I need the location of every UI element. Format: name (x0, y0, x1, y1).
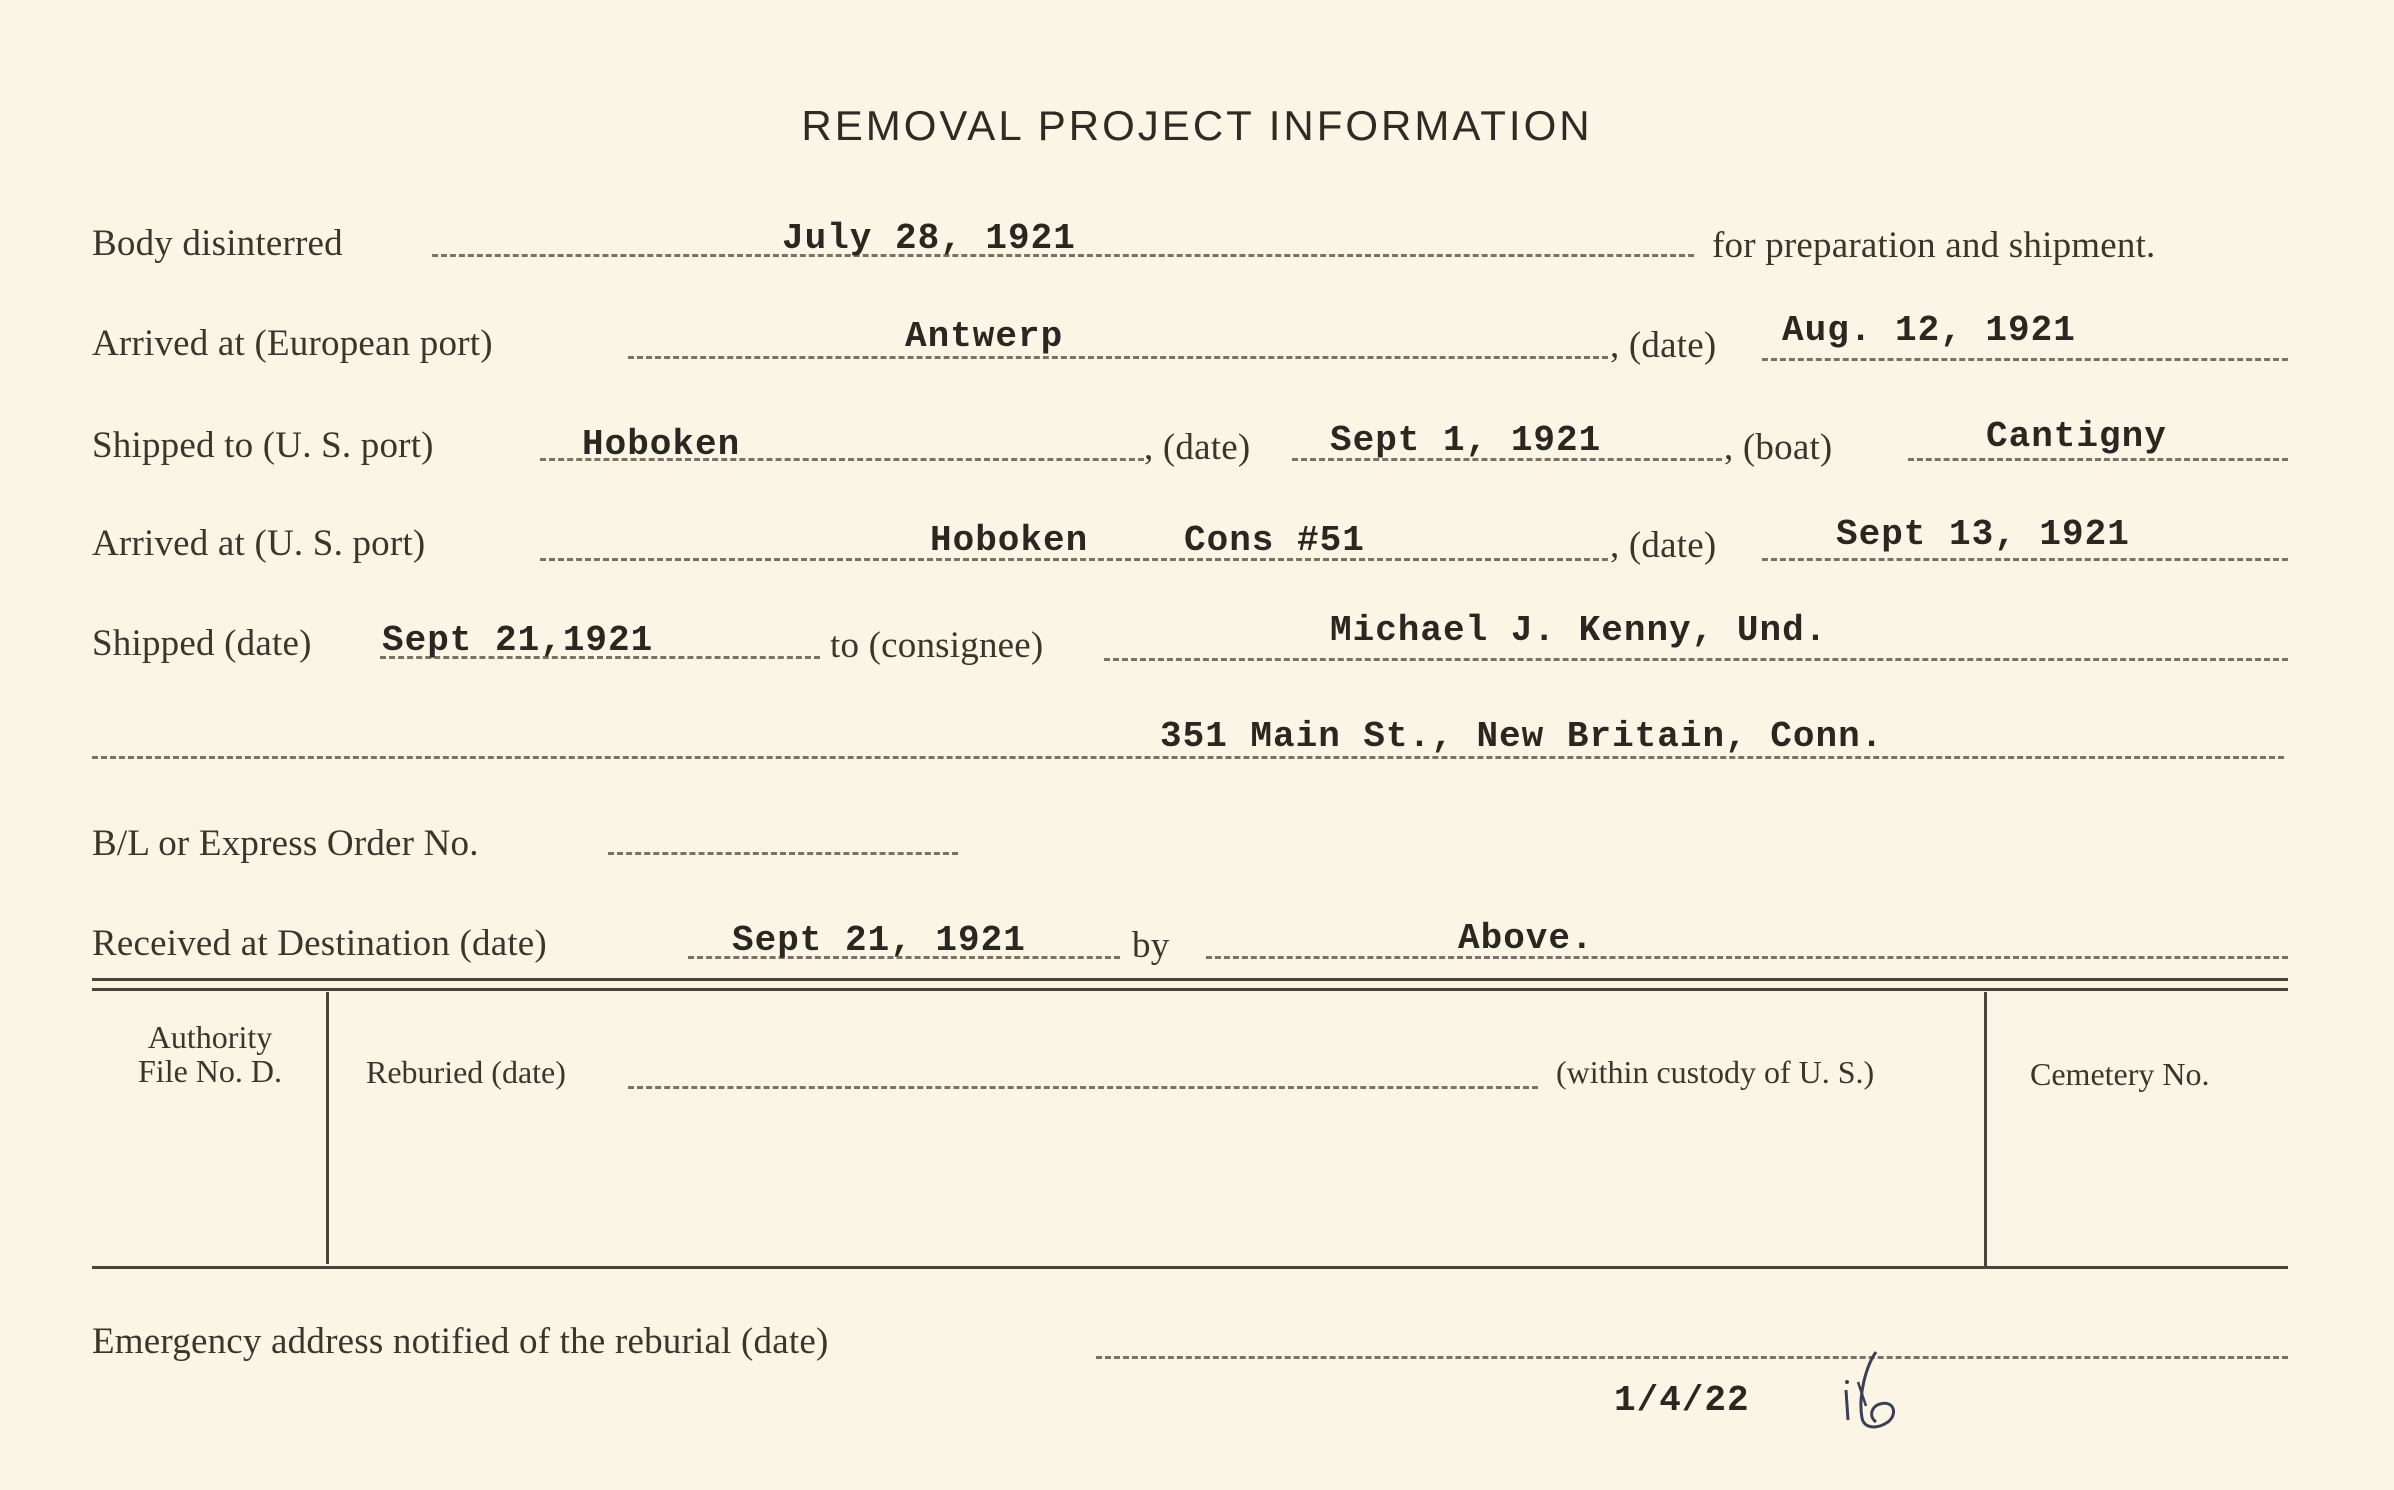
shipped-date-label: Shipped (date) (92, 623, 312, 664)
arrived-us-label: Arrived at (U. S. port) (92, 523, 426, 564)
arrived-european-line (628, 356, 1608, 359)
arrived-us-date-label: , (date) (1610, 525, 1717, 566)
bl-order-label: B/L or Express Order No. (92, 823, 479, 864)
handwritten-initials-icon (1836, 1346, 1906, 1436)
card-title-text: REMOVAL PROJECT INFORMATION (801, 102, 1593, 149)
received-by-line (1206, 956, 2288, 959)
consignee-label: to (consignee) (830, 625, 1044, 666)
box-top-rule-1 (92, 978, 2288, 981)
arrived-european-label: Arrived at (European port) (92, 323, 493, 364)
bl-order-line (608, 852, 958, 855)
card-title (0, 102, 2394, 150)
arrived-european-date-line (1762, 358, 2288, 361)
body-disinterred-label: Body disinterred (92, 223, 343, 264)
shipped-us-boat: Cantigny (1986, 416, 2167, 457)
custody-label: (within custody of U. S.) (1556, 1054, 1875, 1090)
box-divider-left (326, 992, 329, 1264)
arrived-us-date: Sept 13, 1921 (1836, 514, 2130, 555)
reburied-line (628, 1086, 1538, 1089)
authority-label (100, 1020, 320, 1088)
body-disinterred-value: July 28, 1921 (782, 218, 1076, 259)
emergency-date: 1/4/22 (1614, 1380, 1750, 1421)
box-divider-right (1984, 992, 1987, 1266)
emergency-label: Emergency address notified of the reburial (date) (92, 1321, 829, 1362)
received-by: Above. (1458, 918, 1594, 959)
arrived-us-port: Hoboken (930, 520, 1089, 561)
consignee-address: 351 Main St., New Britain, Conn. (1160, 716, 1884, 757)
arrived-us-cons: Cons #51 (1184, 520, 1365, 561)
box-bottom-rule (92, 1266, 2288, 1269)
arrived-european-date: Aug. 12, 1921 (1782, 310, 2076, 351)
emergency-line (1096, 1356, 2288, 1359)
shipped-date-value: Sept 21,1921 (382, 620, 654, 661)
received-date: Sept 21, 1921 (732, 920, 1026, 961)
consignee-line (1104, 658, 2288, 661)
arrived-european-date-label: , (date) (1610, 325, 1717, 366)
shipped-us-date-label: , (date) (1144, 427, 1251, 468)
shipped-us-label: Shipped to (U. S. port) (92, 425, 434, 466)
consignee-value: Michael J. Kenny, Und. (1330, 610, 1828, 651)
shipped-us-date: Sept 1, 1921 (1330, 420, 1602, 461)
received-by-label: by (1132, 925, 1170, 966)
arrived-us-date-line (1762, 558, 2288, 561)
received-label: Received at Destination (date) (92, 923, 547, 964)
arrived-european-port: Antwerp (905, 316, 1064, 357)
shipped-us-boat-label: , (boat) (1724, 427, 1833, 468)
reburied-label: Reburied (date) (366, 1054, 566, 1090)
shipped-us-port: Hoboken (582, 424, 741, 465)
cemetery-label: Cemetery No. (2030, 1056, 2210, 1092)
authority-label-line1: Authority (147, 1019, 273, 1055)
authority-label-line2: File No. D. (138, 1053, 282, 1089)
shipped-us-boat-line (1908, 458, 2288, 461)
box-top-rule-2 (92, 988, 2288, 991)
body-disinterred-suffix: for preparation and shipment. (1712, 225, 2156, 266)
